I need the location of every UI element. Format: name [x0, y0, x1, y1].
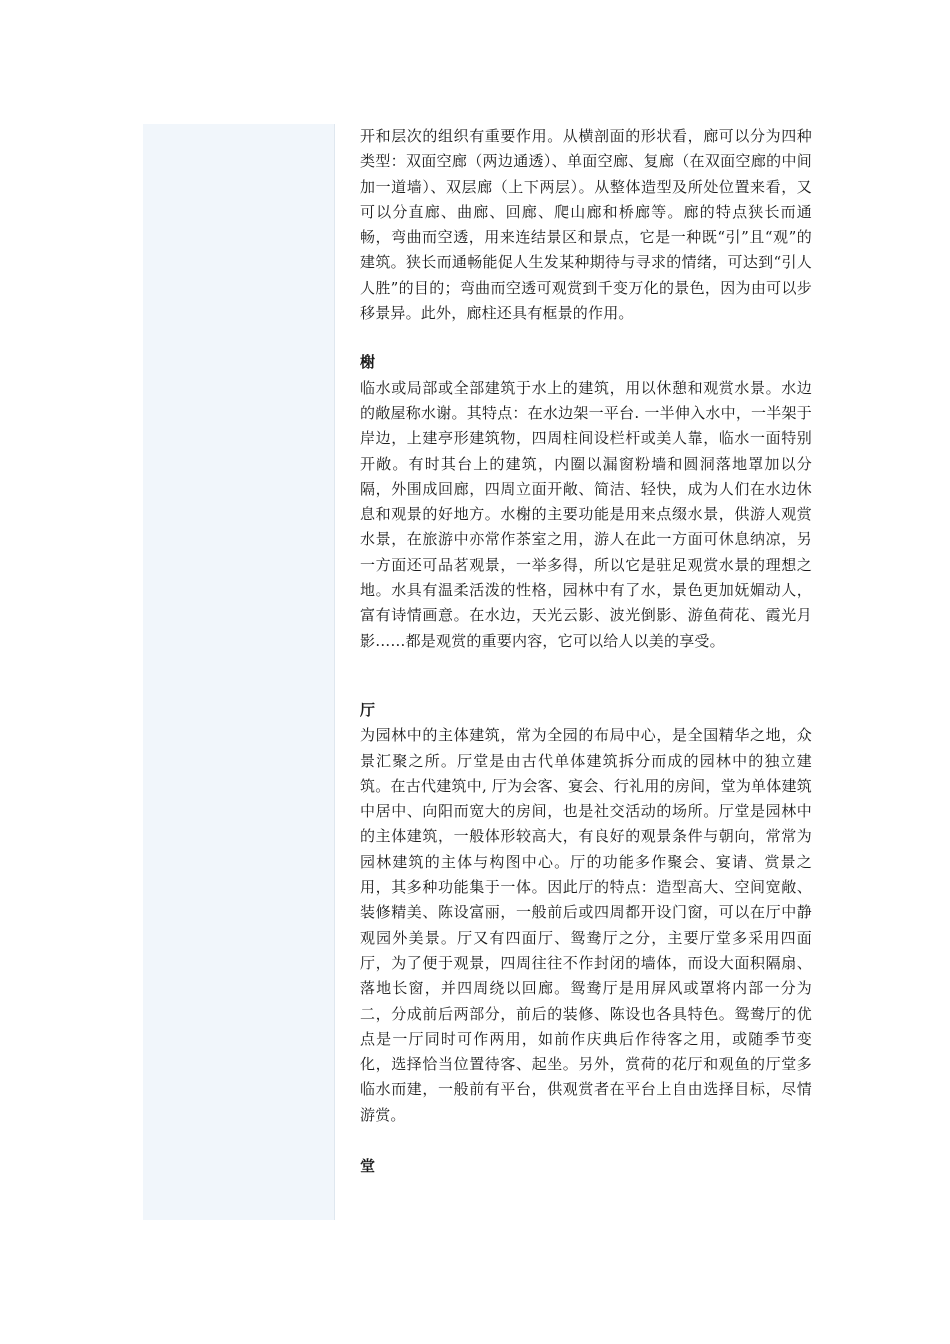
heading-tang: 堂: [360, 1156, 376, 1175]
spacer: [360, 1128, 812, 1154]
spacer: [360, 326, 812, 350]
paragraph-corridor: 开和层次的组织有重要作用。从横剖面的形状看，廊可以分为四种类型：双面空廊（两边通透）、单面空廊、复廊（在双面空廊的中间加一道墙）、双层廊（上下两层）。从整体造型及所处位置来看，又可以分直廊、曲廊、回廊、爬山廊和桥廊等。廊的特点狭长而通畅，弯曲而空透，用来连结景区和景点，它是一种既“引”且“观”的建筑。狭长而通畅能促人生发某种期待与寻求的情绪，可达到“引人人胜”的目的；弯曲而空透可观赏到千变万化的景色，因为由可以步移景异。此外，廊柱还具有框景的作用。: [360, 127, 812, 323]
document-body: [360, 124, 812, 1179]
paragraph-xie: 临水或局部或全部建筑于水上的建筑，用以休憩和观赏水景。水边的敞屋称水谢。其特点：在水边架一平台. 一半伸入水中，一半架于岸边，上建亭形建筑物，四周柱间设栏杆或美人靠，临水一面特别开敞。有时其台上的建筑，内圈以漏窗粉墙和圆洞落地罩加以分隔，外围成回廊，四周立面开敞、简洁、轻快，成为人们在水边休息和观景的好地方。水榭的主要功能是用来点缀水景，供游人观赏水景，在旅游中亦常作茶室之用，游人在此一方面可休息纳凉，另一方面还可品茗观景，一举多得，所以它是驻足观赏水景的理想之地。水具有温柔活泼的性格，园林中有了水，景色更加妩媚动人，富有诗情画意。在水边，天光云影、波光倒影、游鱼荷花、霞光月影……都是观赏的重要内容，它可以给人以美的享受。: [360, 378, 812, 650]
heading-ting: 厅: [360, 700, 376, 719]
paragraph-ting: 为园林中的主体建筑，常为全园的布局中心，是全国精华之地，众景汇聚之所。厅堂是由古代单体建筑拆分而成的园林中的独立建筑。在古代建筑中, 厅为会客、宴会、行礼用的房间，堂为单体建筑中居中、向阳而宽大的房间，也是社交活动的场所。厅堂是园林中的主体建筑，一般体形较高大，有良好的观景条件与朝向，常常为园林建筑的主体与构图中心。厅的功能多作聚会、宴请、赏景之用，其多种功能集于一体。因此厅的特点：造型高大、空间宽敞、装修精美、陈设富丽，一般前后或四周都开设门窗，可以在厅中静观园外美景。厅又有四面厅、鸳鸯厅之分，主要厅堂多采用四面厅，为了便于观景，四周往往不作封闭的墙体，而设大面积隔扇、落地长窗，并四周绕以回廊。鸳鸯厅是用屏风或罩将内部一分为二，分成前后两部分，前后的装修、陈设也各具特色。鸳鸯厅的优点是一厅同时可作两用，如前作庆典后作待客之用，或随季节变化，选择恰当位置待客、起坐。另外，赏荷的花厅和观鱼的厅堂多临水而建，一般前有平台，供观赏者在平台上自由选择目标，尽情游赏。: [360, 726, 812, 1124]
spacer: [360, 654, 812, 698]
sidebar-panel: [143, 124, 335, 1220]
heading-xie: 榭: [360, 353, 376, 372]
